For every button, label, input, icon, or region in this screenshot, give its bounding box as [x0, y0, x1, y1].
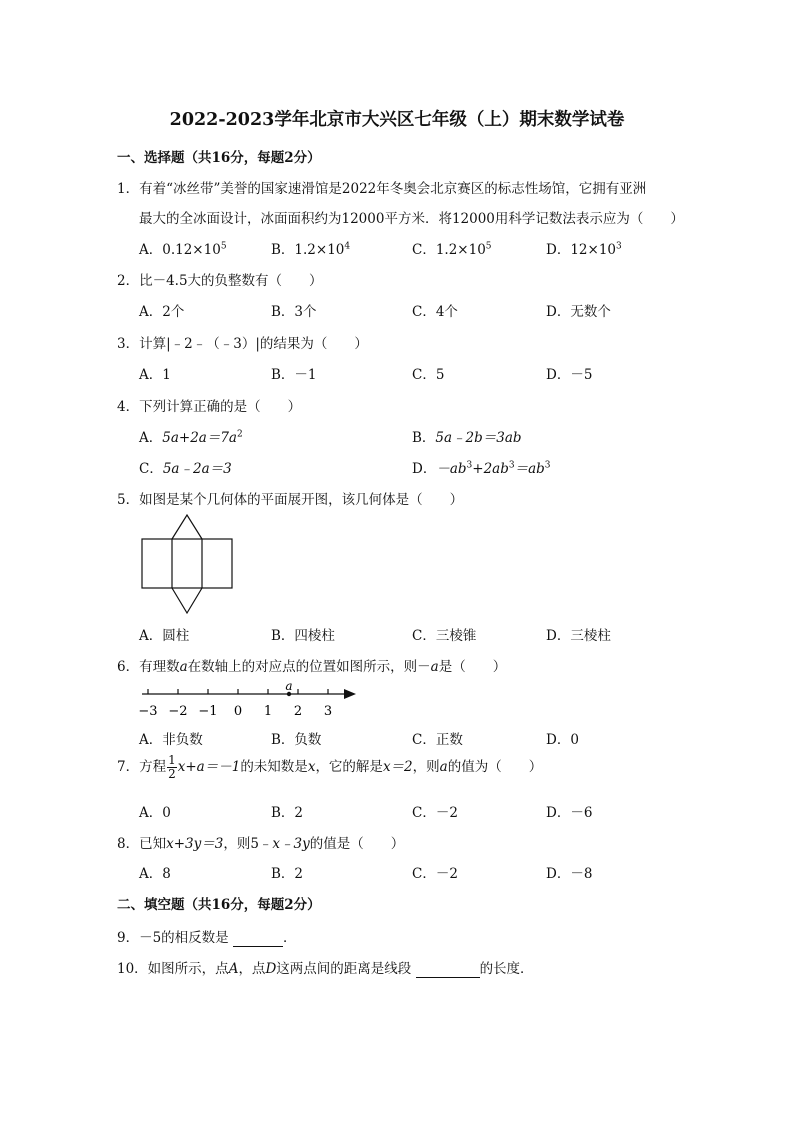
- number-line-tick-label: 0: [233, 704, 243, 719]
- question-5-stem: 5．如图是某个几何体的平面展开图，该几何体是（ ）: [117, 492, 464, 508]
- question-3-stem: 3．计算|﹣2﹣（﹣3）|的结果为（ ）: [117, 336, 368, 352]
- net-rectangles: [142, 539, 232, 588]
- question-7-option-c: C．－2: [412, 805, 458, 821]
- question-4-option-a: A．$5a+2a=7a^2$: [139, 429, 243, 446]
- question-5-option-d: D．三棱柱: [546, 628, 611, 644]
- question-1-line-1: 1．有着“冰丝带”美誉的国家速滑馆是2022年冬奥会北京赛区的标志性场馆，它拥有亚洲: [117, 181, 647, 197]
- question-6-option-b: B．负数: [271, 732, 322, 748]
- question-5-option-b: B．四棱柱: [271, 628, 335, 644]
- question-3-option-d: D．－5: [546, 367, 593, 383]
- fraction-one-half: $\frac{1}{2}$: [168, 753, 176, 781]
- net-triangle-bottom: [172, 588, 202, 613]
- prism-net-figure: [138, 514, 238, 616]
- point-a-label: a: [285, 679, 293, 693]
- question-2-option-d: D．无数个: [546, 304, 611, 320]
- question-7-option-a: A．0: [139, 805, 171, 821]
- question-10-answer-blank[interactable]: [416, 961, 480, 978]
- section-heading-fill-blank: 二、填空题（共16分，每题2分）: [117, 897, 321, 913]
- number-line-tick-label: 3: [323, 704, 333, 719]
- page-title: 2022-2023学年北京市大兴区七年级（上）期末数学试卷: [169, 110, 625, 130]
- question-1-option-a: A．$0.12\times 10^5$: [139, 241, 227, 258]
- question-4-option-c: C．5a﹣2a＝3: [139, 461, 232, 477]
- question-8-option-c: C．－2: [412, 866, 458, 882]
- question-5-option-a: A．圆柱: [139, 628, 190, 644]
- question-6-stem: 6．有理数a在数轴上的对应点的位置如图所示，则－a是（ ）: [117, 659, 507, 675]
- question-3-option-a: A．1: [139, 367, 171, 383]
- question-6-option-c: C．正数: [412, 732, 463, 748]
- question-4-option-b: B．5a﹣2b＝3ab: [412, 430, 522, 446]
- question-7-option-b: B．2: [271, 805, 304, 821]
- question-9-stem: 9．－5的相反数是 ．: [117, 930, 297, 946]
- question-2-stem: 2．比－4.5大的负整数有（ ）: [117, 273, 323, 289]
- question-2-option-a: A．2个: [139, 304, 185, 320]
- question-1-line-2: 最大的全冰面设计，冰面面积约为12000平方米．将12000用科学记数法表示应为（ ）: [139, 211, 684, 227]
- question-8-option-a: A．8: [139, 866, 171, 882]
- number-line-tick-label: −3: [138, 704, 158, 719]
- question-8-option-b: B．2: [271, 866, 304, 882]
- question-6-option-a: A．非负数: [139, 732, 203, 748]
- number-line-tick-label: −1: [198, 704, 218, 719]
- question-7-option-d: D．－6: [546, 805, 593, 821]
- question-8-stem: 8．已知x+3y＝3，则5﹣x﹣3y的值是（ ）: [117, 836, 405, 852]
- question-3-option-c: C．5: [412, 367, 445, 383]
- question-5-option-c: C．三棱锥: [412, 628, 477, 644]
- question-3-option-b: B．－1: [271, 367, 317, 383]
- question-1-option-c: C．$1.2\times 10^5$: [412, 241, 492, 258]
- number-line-tick-label: 1: [263, 704, 273, 719]
- question-9-answer-blank[interactable]: [233, 930, 283, 947]
- question-2-option-c: C．4个: [412, 304, 458, 320]
- question-7-stem: 7．方程 $\frac{1}{2}$ x+a＝－1的未知数是x，它的解是x＝2，则a的值为（ ）: [117, 753, 543, 781]
- question-4-stem: 4．下列计算正确的是（ ）: [117, 399, 302, 415]
- question-6-option-d: D．0: [546, 732, 579, 748]
- question-1-option-b: B．$1.2\times 10^4$: [271, 241, 351, 258]
- question-2-option-b: B．3个: [271, 304, 317, 320]
- number-line-tick-label: 2: [293, 704, 303, 719]
- number-line-figure: [136, 678, 360, 720]
- number-line-arrowhead: [344, 689, 356, 699]
- section-heading-choice: 一、选择题（共16分，每题2分）: [117, 150, 321, 166]
- question-4-option-d: D．$-ab^3+2ab^3=ab^3$: [412, 460, 551, 477]
- net-triangle-top: [172, 515, 202, 539]
- number-line-tick-label: −2: [168, 704, 188, 719]
- question-1-option-d: D．$12\times 10^3$: [546, 241, 622, 258]
- question-8-option-d: D．－8: [546, 866, 593, 882]
- question-10-stem: 10．如图所示，点A，点D这两点间的距离是线段 的长度．: [117, 961, 534, 977]
